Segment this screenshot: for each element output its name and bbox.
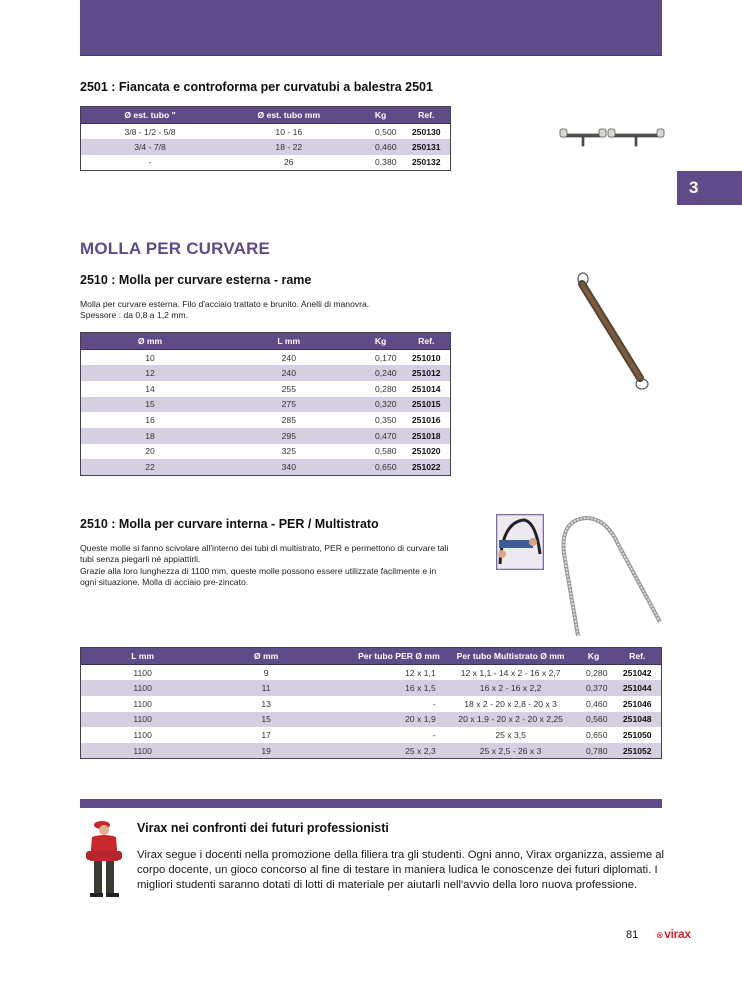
section-2510-int-description — [80, 543, 448, 588]
column-header: Ref. — [403, 333, 451, 350]
description-line: Grazie alla loro lunghezza di 1100 mm, queste molle possono essere utilizzate facilmente e in — [80, 565, 437, 576]
mascot-icon — [80, 815, 130, 900]
table-cell: 0,240 — [359, 365, 403, 381]
table-cell: - — [432, 698, 436, 709]
table-cell: 15 — [204, 712, 328, 728]
table-cell: 0,460 — [585, 698, 608, 709]
table-cell: 251015 — [403, 397, 451, 413]
table-header-row — [81, 333, 451, 350]
table-cell: 0,650 — [359, 459, 403, 475]
table-row — [81, 444, 451, 460]
table-cell: 25 x 3,5 — [495, 730, 526, 741]
table-cell: 17 — [261, 730, 271, 741]
promo-title: Virax nei confronti dei futuri professionisti — [137, 821, 389, 835]
table-cell: 1100 — [81, 680, 205, 696]
table-cell: 240 — [219, 365, 359, 381]
brand-logo — [656, 927, 691, 941]
table-cell: 295 — [219, 428, 359, 444]
section-2510-ext-title: 2510 : Molla per curvare esterna - rame — [80, 273, 312, 287]
table-cell: 20 — [145, 446, 155, 457]
table-cell: 1100 — [133, 698, 152, 709]
external-spring-icon — [560, 268, 660, 398]
table-cell: 19 — [204, 743, 328, 759]
column-header: Kg — [359, 107, 403, 124]
chapter-tab[interactable]: 3 — [677, 171, 742, 205]
column-header: Ref. — [613, 648, 661, 665]
table-cell: 0,460 — [359, 139, 403, 155]
table-cell: 25 x 2,5 - 26 x 3 — [448, 743, 574, 759]
table-cell: 18 — [81, 428, 220, 444]
section-2510-int-title: 2510 : Molla per curvare interna - PER / Multistrato — [80, 517, 379, 531]
table-cell: 0,580 — [375, 446, 397, 457]
table-header-row — [81, 107, 451, 124]
table-cell: 18 - 22 — [219, 139, 359, 155]
table-row — [81, 381, 451, 397]
table-cell: 0,320 — [359, 397, 403, 413]
table-cell: 251018 — [403, 428, 451, 444]
table-cell: 0,380 — [375, 157, 397, 168]
table-row — [81, 743, 662, 759]
description-line: Molla per curvare esterna. Filo d'acciaio trattato e brunito. Anelli di manovra. — [80, 299, 370, 309]
table-cell: 12 — [81, 365, 220, 381]
table-row — [81, 696, 662, 712]
table-cell: 251042 — [622, 667, 652, 678]
table-2510-external — [80, 332, 451, 476]
table-cell: 12 x 1,1 - 14 x 2 - 16 x 2,7 — [460, 667, 561, 678]
table-cell: 26 — [284, 157, 294, 168]
table-cell: 251050 — [622, 730, 652, 741]
column-header: L mm — [219, 333, 359, 350]
table-cell: 9 — [263, 667, 269, 678]
table-cell: 250131 — [403, 139, 451, 155]
divider-band — [80, 799, 662, 808]
page-number: 81 — [626, 929, 639, 941]
description-line: ogni situazione. Molla di acciaio pre-zincato. — [80, 576, 249, 587]
table-cell: 0,280 — [375, 383, 397, 394]
column-header: Kg — [574, 648, 614, 665]
table-cell: 251014 — [411, 383, 441, 394]
table-cell: 251048 — [613, 712, 661, 728]
table-cell: 251012 — [403, 365, 451, 381]
table-cell: 340 — [219, 459, 359, 475]
description-line: Queste molle si fanno scivolare all'interno dei tubi di multistrato, PER e permettono di curvare tali — [80, 543, 449, 553]
table-cell: 16 x 2 - 16 x 2,2 — [448, 680, 574, 696]
section-2510-ext-description — [80, 299, 369, 322]
description-line: tubi senza piegarli né appiattirli. — [80, 554, 201, 565]
section-2501-title: 2501 : Fiancata e controforma per curvatubi a balestra 2501 — [80, 80, 433, 94]
column-header: Ø est. tubo mm — [219, 107, 359, 124]
table-cell: 251016 — [411, 415, 441, 426]
table-cell: 20 x 1,9 — [328, 712, 448, 728]
table-cell: 275 — [219, 397, 359, 413]
table-cell: 251044 — [613, 680, 661, 696]
table-cell: 0,280 — [585, 667, 608, 678]
table-row — [81, 124, 451, 140]
column-header: Per tubo PER Ø mm — [328, 648, 448, 665]
table-cell: 1100 — [81, 743, 205, 759]
main-heading: MOLLA PER CURVARE — [80, 239, 271, 258]
brand-name: virax — [664, 927, 691, 941]
table-row — [81, 365, 451, 381]
table-cell: 0,560 — [574, 712, 614, 728]
table-cell: 13 — [261, 698, 271, 709]
table-cell: 3/4 - 7/8 — [81, 139, 220, 155]
table-2510-internal — [80, 647, 662, 759]
column-header: Ø mm — [81, 333, 220, 350]
table-cell: 0,350 — [375, 415, 397, 426]
table-cell: 251010 — [411, 352, 441, 363]
table-cell: 0,170 — [375, 352, 397, 363]
table-row — [81, 397, 451, 413]
table-cell: 255 — [281, 383, 296, 394]
table-cell: 0,780 — [574, 743, 614, 759]
column-header: Kg — [359, 333, 403, 350]
table-cell: 325 — [281, 446, 296, 457]
table-row — [81, 155, 451, 171]
table-cell: 11 — [204, 680, 328, 696]
table-row — [81, 727, 662, 743]
table-cell: 0,370 — [574, 680, 614, 696]
table-cell: 250130 — [411, 126, 441, 137]
table-cell: 0,470 — [359, 428, 403, 444]
table-cell: - — [432, 730, 436, 741]
table-cell: 251020 — [411, 446, 441, 457]
table-row — [81, 350, 451, 366]
table-cell: 251052 — [613, 743, 661, 759]
brand-mark-icon: ⊗ — [656, 930, 664, 940]
table-cell: 3/8 - 1/2 - 5/8 — [124, 126, 176, 137]
table-row — [81, 459, 451, 475]
table-cell: 251022 — [403, 459, 451, 475]
table-row — [81, 665, 662, 681]
table-2501 — [80, 106, 451, 171]
table-cell: 1100 — [133, 730, 152, 741]
table-row — [81, 712, 662, 728]
column-header: Ø mm — [204, 648, 328, 665]
column-header: L mm — [81, 648, 205, 665]
usage-photo-icon — [496, 514, 544, 570]
internal-spring-icon — [556, 514, 664, 642]
column-header: Per tubo Multistrato Ø mm — [448, 648, 574, 665]
table-cell: 251046 — [622, 698, 652, 709]
promo-text: Virax segue i docenti nella promozione della filiera tra gli studenti. Ogni anno, Virax organizza, assieme al corpo docente, un gioco concorso al fine di testare in maniera ludica le conoscenze dei futuri diplomati. I migliori studenti saranno dotati di lotti di materiale per aiutarli nell'avvio della loro nuova professione. — [137, 849, 665, 891]
table-row — [81, 412, 451, 428]
table-header-row — [81, 648, 662, 665]
table-cell: 1100 — [133, 667, 152, 678]
table-cell: 12 x 1,1 — [405, 667, 436, 678]
table-cell: - — [148, 157, 152, 168]
table-cell: 10 — [145, 352, 155, 363]
table-row — [81, 680, 662, 696]
table-cell: 0,500 — [375, 126, 397, 137]
description-line: Spessore : da 0,8 a 1,2 mm. — [80, 310, 188, 321]
table-cell: 14 — [145, 383, 155, 394]
table-cell: 250132 — [411, 157, 441, 168]
table-cell: 16 — [145, 415, 155, 426]
bender-side-form-icon — [558, 126, 668, 152]
table-cell: 22 — [81, 459, 220, 475]
table-row — [81, 428, 451, 444]
column-header: Ref. — [403, 107, 451, 124]
table-cell: 1100 — [81, 712, 205, 728]
table-cell: 18 x 2 - 20 x 2,8 - 20 x 3 — [464, 698, 557, 709]
header-band — [80, 0, 662, 56]
table-cell: 10 - 16 — [275, 126, 303, 137]
table-cell: 15 — [81, 397, 220, 413]
table-cell: 25 x 2,3 — [328, 743, 448, 759]
table-cell: 16 x 1,5 — [328, 680, 448, 696]
table-row — [81, 139, 451, 155]
table-cell: 240 — [281, 352, 296, 363]
table-cell: 0,650 — [585, 730, 608, 741]
column-header: Ø est. tubo " — [81, 107, 220, 124]
table-cell: 285 — [281, 415, 296, 426]
table-cell: 20 x 1,9 - 20 x 2 - 20 x 2,25 — [448, 712, 574, 728]
